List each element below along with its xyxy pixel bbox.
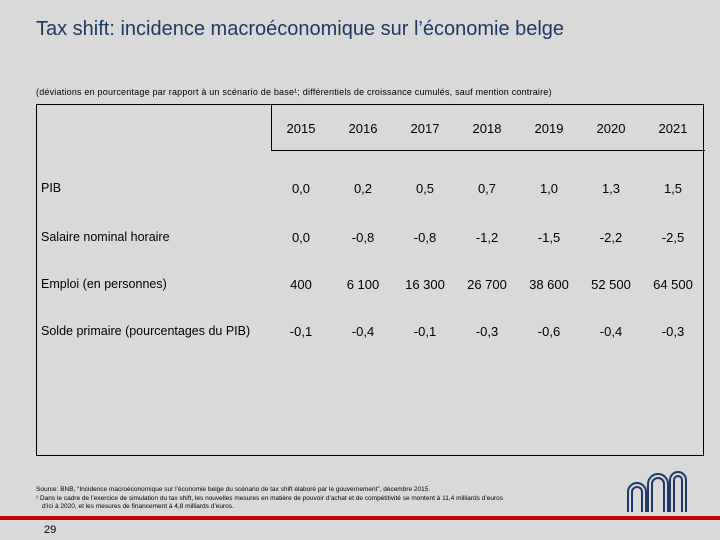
table-cell: 0,0 bbox=[291, 230, 311, 245]
year-header-2021: 2021 bbox=[658, 121, 688, 136]
table-cell: -0,3 bbox=[661, 324, 685, 339]
table-cell: -2,5 bbox=[661, 230, 685, 245]
year-header-2019: 2019 bbox=[534, 121, 564, 136]
table-cell: 1,0 bbox=[539, 181, 559, 196]
footer-accent-line bbox=[0, 516, 720, 520]
table-cell: 0,7 bbox=[477, 181, 497, 196]
table-cell: -0,3 bbox=[475, 324, 499, 339]
table-cell: 0,0 bbox=[291, 181, 311, 196]
slide-title: Tax shift: incidence macroéconomique sur l’économie belge bbox=[36, 18, 565, 40]
table-cell: 0,5 bbox=[415, 181, 435, 196]
year-header-2018: 2018 bbox=[472, 121, 502, 136]
nbb-logo-icon bbox=[624, 470, 690, 519]
data-table bbox=[36, 104, 704, 456]
row-label-salaire: Salaire nominal horaire bbox=[41, 230, 170, 244]
table-cell: -0,8 bbox=[351, 230, 375, 245]
table-cell: 1,5 bbox=[663, 181, 683, 196]
year-header-2020: 2020 bbox=[596, 121, 626, 136]
table-cell: -0,4 bbox=[351, 324, 375, 339]
table-cell: -0,1 bbox=[413, 324, 437, 339]
year-header-2017: 2017 bbox=[410, 121, 440, 136]
row-label-solde: Solde primaire (pourcentages du PIB) bbox=[41, 324, 251, 338]
table-cell: -0,1 bbox=[289, 324, 313, 339]
footnote-1: ¹ Dans le cadre de l’exercice de simulation du tax shift, les nouvelles mesures en matière de pouvoir d’achat et de compétitivité se montent à 11,4 milliards d’euros bbox=[36, 494, 504, 502]
table-cell: 64 500 bbox=[653, 277, 693, 292]
table-cell: 0,2 bbox=[353, 181, 373, 196]
table-cell: -0,8 bbox=[413, 230, 437, 245]
table-cell: 16 300 bbox=[405, 277, 445, 292]
footnote-1-continued: d’ici à 2020, et les mesures de financement à 4,8 milliards d’euros. bbox=[42, 503, 234, 511]
table-cell: 400 bbox=[290, 277, 312, 292]
row-label-pib: PIB bbox=[41, 181, 62, 195]
year-header-2015: 2015 bbox=[286, 121, 316, 136]
slide-subtitle: (déviations en pourcentage par rapport à un scénario de base¹; différentiels de croissance cumulés, sauf mention contraire) bbox=[36, 87, 552, 97]
table-cell: 38 600 bbox=[529, 277, 569, 292]
footnotes bbox=[36, 486, 606, 512]
table-cell: -1,5 bbox=[537, 230, 561, 245]
table-cell: 52 500 bbox=[591, 277, 631, 292]
table-cell: -1,2 bbox=[475, 230, 499, 245]
table-cell: 1,3 bbox=[601, 181, 621, 196]
table-cell: -0,6 bbox=[537, 324, 561, 339]
table-cell: 6 100 bbox=[346, 277, 380, 292]
year-header-2016: 2016 bbox=[348, 121, 378, 136]
table-cell: -0,4 bbox=[599, 324, 623, 339]
page-number: 29 bbox=[44, 524, 57, 536]
table-cell: 26 700 bbox=[467, 277, 507, 292]
source-note: Source: BNB, “Incidence macroéconomique sur l’économie belge du scénario de tax shift élaboré par le gouvernement”, décembre 2015. bbox=[36, 486, 431, 493]
row-label-emploi: Emploi (en personnes) bbox=[41, 277, 167, 291]
table-cell: -2,2 bbox=[599, 230, 623, 245]
